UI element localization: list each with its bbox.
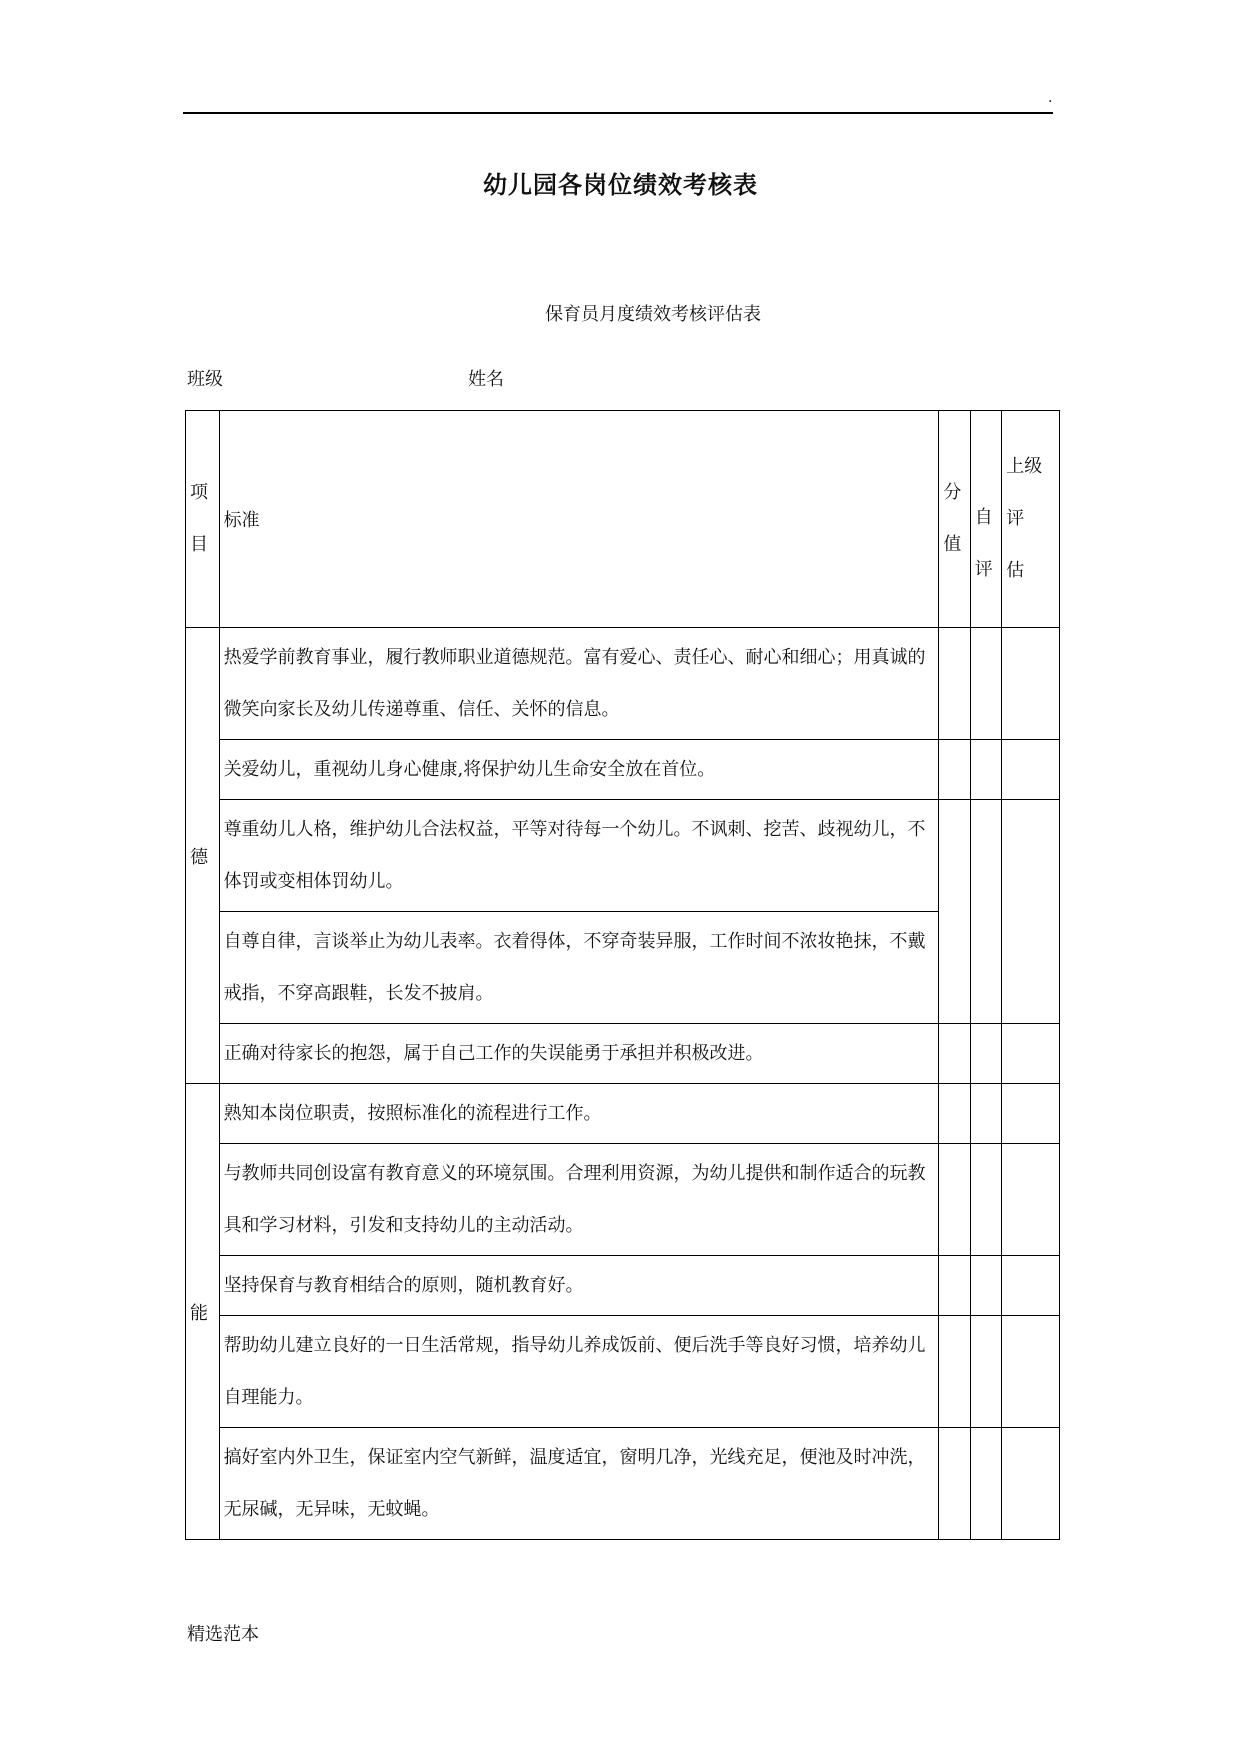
self-eval-cell[interactable] (970, 1144, 1001, 1256)
category-de: 德 (186, 628, 220, 1084)
table-row (186, 1084, 1060, 1144)
supervisor-eval-cell[interactable] (1002, 1144, 1060, 1256)
evaluation-table (185, 410, 1060, 1540)
table-row (186, 740, 1060, 800)
table-row (186, 912, 1060, 1024)
score-cell[interactable] (939, 740, 970, 800)
table-row (186, 628, 1060, 740)
score-cell[interactable] (939, 1316, 970, 1428)
self-eval-cell[interactable] (970, 1084, 1001, 1144)
header-standard: 标准 (219, 411, 939, 628)
table-row (186, 1316, 1060, 1428)
footer-text: 精选范本 (187, 1624, 259, 1645)
self-eval-cell[interactable] (970, 1316, 1001, 1428)
score-cell[interactable] (939, 800, 970, 1024)
standard-cell: 坚持保育与教育相结合的原则，随机教育好。 (219, 1256, 939, 1316)
class-label: 班级 (187, 369, 223, 390)
header-dot: . (1048, 90, 1053, 106)
supervisor-eval-cell[interactable] (1002, 740, 1060, 800)
self-eval-cell[interactable] (970, 1256, 1001, 1316)
table-row (186, 1428, 1060, 1540)
header-rule (183, 112, 1053, 114)
table-row (186, 1256, 1060, 1316)
document-title: 幼儿园各岗位绩效考核表 (483, 170, 758, 199)
header-item: 项 目 (186, 411, 220, 628)
standard-cell: 与教师共同创设富有教育意义的环境氛围。合理利用资源，为幼儿提供和制作适合的玩教具和学习材料，引发和支持幼儿的主动活动。 (219, 1144, 939, 1256)
supervisor-eval-cell[interactable] (1002, 1316, 1060, 1428)
supervisor-eval-cell[interactable] (1002, 1084, 1060, 1144)
table-row (186, 1144, 1060, 1256)
self-eval-cell[interactable] (970, 1428, 1001, 1540)
self-eval-cell[interactable] (970, 628, 1001, 740)
supervisor-eval-cell[interactable] (1002, 1428, 1060, 1540)
score-cell[interactable] (939, 628, 970, 740)
score-cell[interactable] (939, 1256, 970, 1316)
standard-cell: 正确对待家长的抱怨，属于自己工作的失误能勇于承担并积极改进。 (219, 1024, 939, 1084)
supervisor-eval-cell[interactable] (1002, 1024, 1060, 1084)
standard-cell: 搞好室内外卫生，保证室内空气新鲜，温度适宜，窗明几净，光线充足，便池及时冲洗，无尿碱，无异味，无蚊蝇。 (219, 1428, 939, 1540)
self-eval-cell[interactable] (970, 800, 1001, 1024)
table-subtitle: 保育员月度绩效考核评估表 (545, 304, 761, 325)
header-score: 分 值 (939, 411, 970, 628)
self-eval-cell[interactable] (970, 1024, 1001, 1084)
supervisor-eval-cell[interactable] (1002, 1256, 1060, 1316)
standard-cell: 帮助幼儿建立良好的一日生活常规，指导幼儿养成饭前、便后洗手等良好习惯，培养幼儿自理能力。 (219, 1316, 939, 1428)
standard-cell: 自尊自律，言谈举止为幼儿表率。衣着得体，不穿奇装异服，工作时间不浓妆艳抹，不戴戒指，不穿高跟鞋，长发不披肩。 (219, 912, 939, 1024)
name-label: 姓名 (468, 369, 504, 390)
supervisor-eval-cell[interactable] (1002, 628, 1060, 740)
score-cell[interactable] (939, 1144, 970, 1256)
standard-cell: 关爱幼儿，重视幼儿身心健康,将保护幼儿生命安全放在首位。 (219, 740, 939, 800)
standard-cell: 熟知本岗位职责，按照标准化的流程进行工作。 (219, 1084, 939, 1144)
self-eval-cell[interactable] (970, 740, 1001, 800)
table-row (186, 1024, 1060, 1084)
table-header-row (186, 411, 1060, 628)
score-cell[interactable] (939, 1024, 970, 1084)
score-cell[interactable] (939, 1084, 970, 1144)
header-supervisor: 上级评 估 (1002, 411, 1060, 628)
standard-cell: 尊重幼儿人格，维护幼儿合法权益，平等对待每一个幼儿。不讽刺、挖苦、歧视幼儿，不体罚或变相体罚幼儿。 (219, 800, 939, 912)
header-self: 自 评 (970, 411, 1001, 628)
supervisor-eval-cell[interactable] (1002, 800, 1060, 1024)
table-row (186, 800, 1060, 912)
standard-cell: 热爱学前教育事业，履行教师职业道德规范。富有爱心、责任心、耐心和细心；用真诚的微笑向家长及幼儿传递尊重、信任、关怀的信息。 (219, 628, 939, 740)
category-neng: 能 (186, 1084, 220, 1540)
score-cell[interactable] (939, 1428, 970, 1540)
